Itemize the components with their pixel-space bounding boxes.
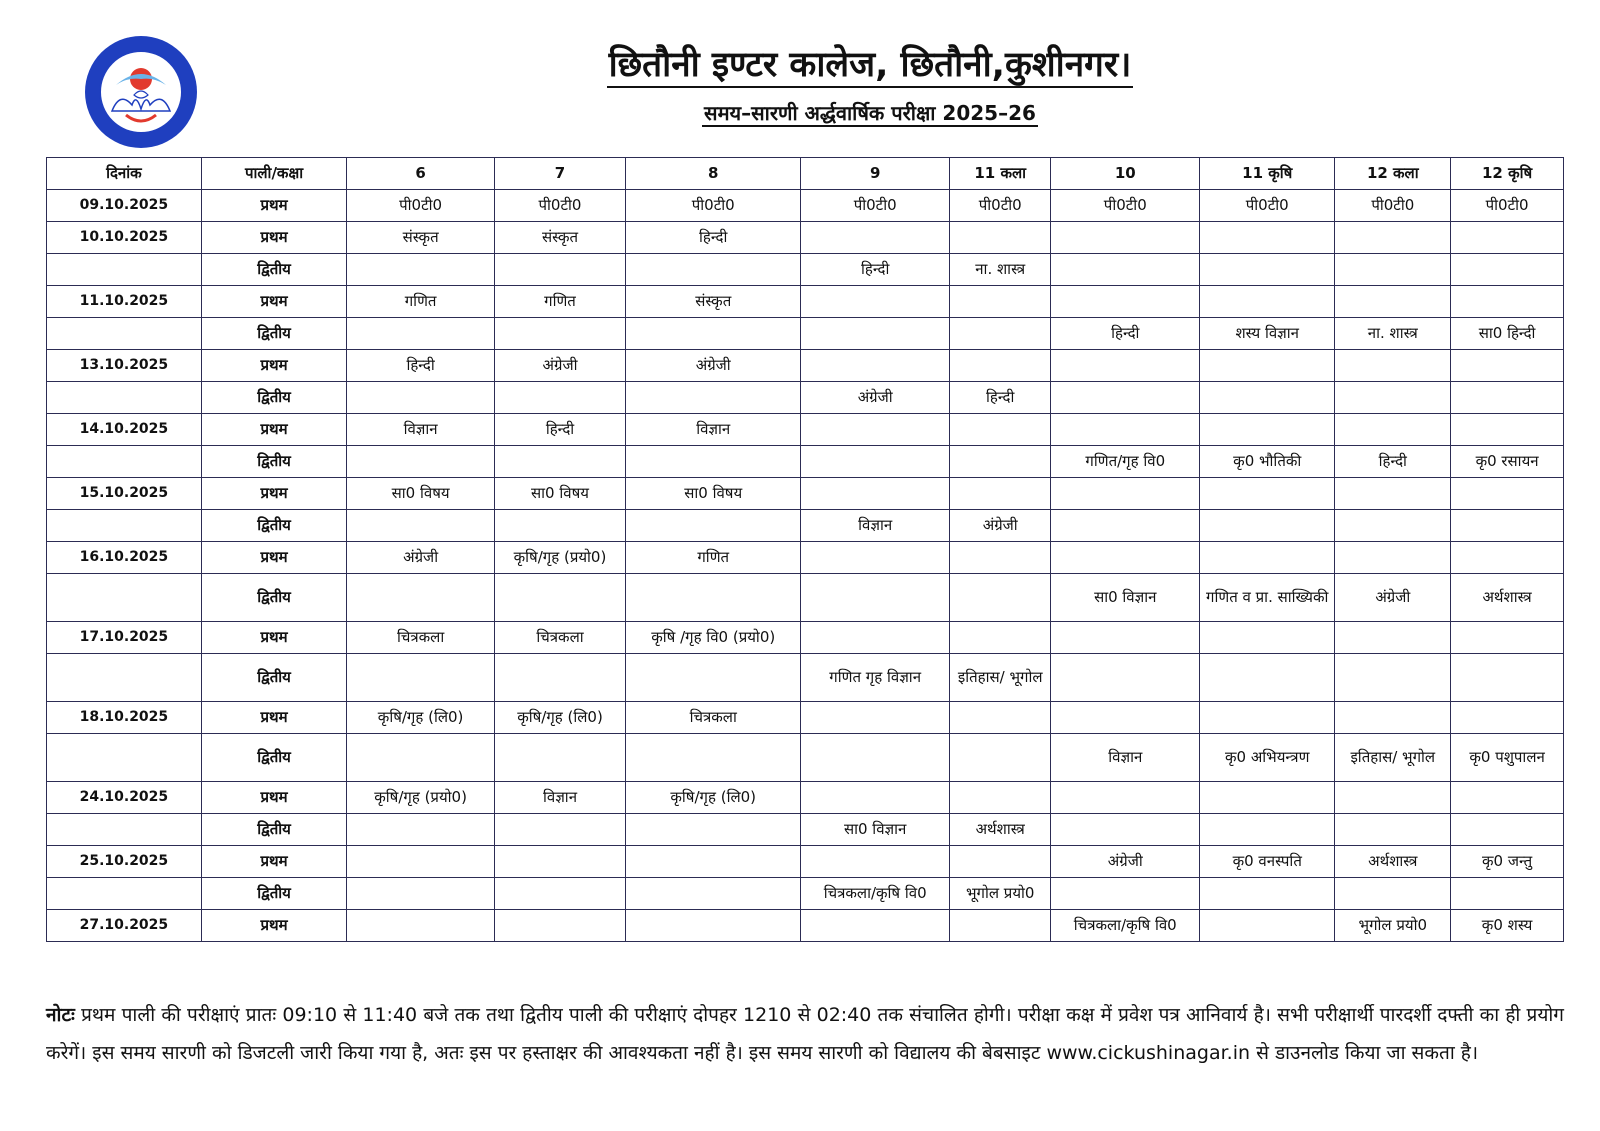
subject-cell: चित्रकला/कृषि वि0 (1051, 910, 1200, 942)
subject-cell: ना. शास्त्र (1335, 318, 1451, 350)
subject-cell (1335, 782, 1451, 814)
subject-cell: कृ0 भौतिकी (1200, 446, 1335, 478)
subject-cell (949, 350, 1050, 382)
subject-cell (494, 878, 625, 910)
subject-cell (1200, 814, 1335, 846)
subject-cell (801, 446, 950, 478)
footer-note (46, 996, 1564, 1072)
subject-cell: गणित (626, 542, 801, 574)
date-cell (47, 814, 202, 846)
subject-cell (1051, 878, 1200, 910)
subtitle-text: समय–सारणी अर्द्धवार्षिक परीक्षा 2025–26 (704, 101, 1036, 125)
subject-cell (626, 734, 801, 782)
date-cell (47, 734, 202, 782)
subject-cell: भूगोल प्रयो0 (949, 878, 1050, 910)
subject-cell: सा0 विज्ञान (801, 814, 950, 846)
subject-cell (1335, 542, 1451, 574)
subject-cell (1335, 654, 1451, 702)
subject-cell (1200, 510, 1335, 542)
subject-cell: अर्थशास्त्र (1451, 574, 1564, 622)
subject-cell (1200, 286, 1335, 318)
subject-cell (949, 702, 1050, 734)
shift-cell: प्रथम (201, 350, 347, 382)
table-row (47, 382, 1564, 414)
shift-cell: द्वितीय (201, 446, 347, 478)
page-title (420, 42, 1320, 88)
subject-cell: विज्ञान (801, 510, 950, 542)
subject-cell: पी0टी0 (347, 190, 495, 222)
subject-cell (1335, 350, 1451, 382)
shift-cell: द्वितीय (201, 510, 347, 542)
shift-cell: प्रथम (201, 222, 347, 254)
date-cell: 10.10.2025 (47, 222, 202, 254)
date-cell (47, 878, 202, 910)
subject-cell: चित्रकला (494, 622, 625, 654)
subject-cell (1451, 878, 1564, 910)
table-header-row (47, 158, 1564, 190)
subject-cell: हिन्दी (801, 254, 950, 286)
subject-cell (1451, 510, 1564, 542)
subject-cell: अंग्रेजी (1051, 846, 1200, 878)
subject-cell (494, 814, 625, 846)
subject-cell (1051, 542, 1200, 574)
subject-cell (626, 574, 801, 622)
subject-cell (801, 286, 950, 318)
subject-cell (801, 478, 950, 510)
subject-cell: इतिहास/ भूगोल (1335, 734, 1451, 782)
date-cell (47, 382, 202, 414)
subject-cell (1200, 622, 1335, 654)
subject-cell (1200, 254, 1335, 286)
shift-cell: प्रथम (201, 542, 347, 574)
subject-cell (1451, 254, 1564, 286)
subject-cell: कृषि/गृह (प्रयो0) (494, 542, 625, 574)
subject-cell (1051, 654, 1200, 702)
date-cell (47, 254, 202, 286)
subject-cell (1335, 382, 1451, 414)
subject-cell: पी0टी0 (494, 190, 625, 222)
subject-cell: विज्ञान (494, 782, 625, 814)
subject-cell: गणित व प्रा. साख्यिकी (1200, 574, 1335, 622)
subject-cell (1200, 478, 1335, 510)
table-row (47, 190, 1564, 222)
subject-cell (494, 318, 625, 350)
shift-cell: प्रथम (201, 190, 347, 222)
subject-cell (1051, 414, 1200, 446)
timetable (46, 157, 1564, 942)
subject-cell (626, 814, 801, 846)
subject-cell (1200, 222, 1335, 254)
shift-cell: द्वितीय (201, 318, 347, 350)
subject-cell (1451, 542, 1564, 574)
subject-cell: कृषि /गृह वि0 (प्रयो0) (626, 622, 801, 654)
date-cell (47, 318, 202, 350)
subject-cell (1451, 478, 1564, 510)
subject-cell (1051, 286, 1200, 318)
subject-cell: इतिहास/ भूगोल (949, 654, 1050, 702)
subject-cell: शस्य विज्ञान (1200, 318, 1335, 350)
subject-cell: सा0 विषय (347, 478, 495, 510)
shift-cell: प्रथम (201, 846, 347, 878)
subject-cell: गणित (494, 286, 625, 318)
subject-cell (626, 510, 801, 542)
subject-cell (347, 446, 495, 478)
subject-cell (801, 318, 950, 350)
subject-cell: विज्ञान (626, 414, 801, 446)
subject-cell: अंग्रेजी (1335, 574, 1451, 622)
subject-cell (626, 878, 801, 910)
column-header: 6 (347, 158, 495, 190)
table-row (47, 910, 1564, 942)
subject-cell: कृषि/गृह (प्रयो0) (347, 782, 495, 814)
subject-cell (347, 910, 495, 942)
subject-cell (949, 478, 1050, 510)
subject-cell: अर्थशास्त्र (1335, 846, 1451, 878)
subject-cell (801, 734, 950, 782)
date-cell (47, 654, 202, 702)
subject-cell (347, 878, 495, 910)
shift-cell: प्रथम (201, 622, 347, 654)
shift-cell: द्वितीय (201, 814, 347, 846)
shift-cell: द्वितीय (201, 382, 347, 414)
table-row (47, 222, 1564, 254)
subject-cell (801, 222, 950, 254)
subject-cell (1051, 478, 1200, 510)
subject-cell (494, 654, 625, 702)
subject-cell (1200, 702, 1335, 734)
subject-cell (494, 510, 625, 542)
subject-cell: चित्रकला/कृषि वि0 (801, 878, 950, 910)
subject-cell (1451, 382, 1564, 414)
subject-cell (801, 846, 950, 878)
table-row (47, 286, 1564, 318)
subject-cell (626, 254, 801, 286)
subject-cell: पी0टी0 (1451, 190, 1564, 222)
shift-cell: द्वितीय (201, 734, 347, 782)
subject-cell (494, 574, 625, 622)
shift-cell: प्रथम (201, 286, 347, 318)
subject-cell (949, 782, 1050, 814)
column-header: 11 कला (949, 158, 1050, 190)
date-cell: 17.10.2025 (47, 622, 202, 654)
subject-cell (347, 814, 495, 846)
subject-cell: विज्ञान (1051, 734, 1200, 782)
subject-cell (1051, 254, 1200, 286)
subject-cell (1335, 478, 1451, 510)
subject-cell (1451, 222, 1564, 254)
subject-cell (801, 414, 950, 446)
subject-cell (1200, 782, 1335, 814)
table-row (47, 478, 1564, 510)
shift-cell: द्वितीय (201, 878, 347, 910)
subject-cell: संस्कृत (626, 286, 801, 318)
date-cell (47, 574, 202, 622)
subject-cell (949, 910, 1050, 942)
table-row (47, 734, 1564, 782)
subject-cell (347, 254, 495, 286)
subject-cell: कृ0 पशुपालन (1451, 734, 1564, 782)
table-row (47, 510, 1564, 542)
subject-cell: कृ0 वनस्पति (1200, 846, 1335, 878)
subject-cell (494, 254, 625, 286)
subject-cell: अंग्रेजी (347, 542, 495, 574)
subject-cell (494, 446, 625, 478)
subject-cell: कृषि/गृह (लि0) (626, 782, 801, 814)
subject-cell (1051, 622, 1200, 654)
subject-cell: कृषि/गृह (लि0) (347, 702, 495, 734)
subject-cell (347, 846, 495, 878)
table-row (47, 574, 1564, 622)
subject-cell (1335, 878, 1451, 910)
shift-cell: प्रथम (201, 478, 347, 510)
subject-cell (1335, 286, 1451, 318)
shift-cell: प्रथम (201, 414, 347, 446)
shift-cell: द्वितीय (201, 574, 347, 622)
subject-cell: हिन्दी (626, 222, 801, 254)
column-header: 10 (1051, 158, 1200, 190)
subject-cell: कृ0 जन्तु (1451, 846, 1564, 878)
table-row (47, 782, 1564, 814)
date-cell: 15.10.2025 (47, 478, 202, 510)
subject-cell: गणित (347, 286, 495, 318)
subject-cell (626, 382, 801, 414)
subject-cell (949, 622, 1050, 654)
subject-cell (801, 574, 950, 622)
subject-cell (1200, 654, 1335, 702)
subject-cell (1051, 782, 1200, 814)
subject-cell (801, 622, 950, 654)
subject-cell: गणित गृह विज्ञान (801, 654, 950, 702)
subject-cell: कृ0 शस्य (1451, 910, 1564, 942)
subject-cell (1051, 510, 1200, 542)
subject-cell (1200, 414, 1335, 446)
subject-cell: पी0टी0 (1335, 190, 1451, 222)
subject-cell (347, 318, 495, 350)
subject-cell (949, 222, 1050, 254)
subject-cell (949, 846, 1050, 878)
subject-cell (1335, 254, 1451, 286)
date-cell (47, 510, 202, 542)
shift-cell: द्वितीय (201, 254, 347, 286)
column-header: 7 (494, 158, 625, 190)
subject-cell (1051, 382, 1200, 414)
subject-cell (949, 414, 1050, 446)
subject-cell: सा0 हिन्दी (1451, 318, 1564, 350)
subject-cell: हिन्दी (1051, 318, 1200, 350)
subject-cell: कृ0 अभियन्त्रण (1200, 734, 1335, 782)
subject-cell: अर्थशास्त्र (949, 814, 1050, 846)
subject-cell (801, 350, 950, 382)
table-row (47, 350, 1564, 382)
subject-cell (801, 910, 950, 942)
subject-cell: पी0टी0 (949, 190, 1050, 222)
date-cell: 24.10.2025 (47, 782, 202, 814)
school-logo (82, 33, 200, 151)
subject-cell: सा0 विषय (494, 478, 625, 510)
subject-cell (626, 654, 801, 702)
column-header: 9 (801, 158, 950, 190)
subject-cell (801, 542, 950, 574)
column-header: 12 कला (1335, 158, 1451, 190)
subject-cell (347, 510, 495, 542)
subject-cell: कृ0 रसायन (1451, 446, 1564, 478)
subject-cell (1051, 702, 1200, 734)
subject-cell: विज्ञान (347, 414, 495, 446)
subject-cell: हिन्दी (494, 414, 625, 446)
subject-cell (347, 382, 495, 414)
subject-cell (949, 574, 1050, 622)
subject-cell (949, 446, 1050, 478)
date-cell: 18.10.2025 (47, 702, 202, 734)
table-row (47, 622, 1564, 654)
subject-cell (801, 702, 950, 734)
note-text: प्रथम पाली की परीक्षाएं प्रातः 09:10 से 11:40 बजे तक तथा द्वितीय पाली की परीक्षाएं दोपहर 1210 से 02:40 तक संचालित होगी। परीक्षा कक्ष में प्रवेश पत्र आनिवार्य है। सभी परीक्षार्थी पारदर्शी दफ्ती का ही प्रयोग करेगें। इस समय सारणी को डिजटली जारी किया गया है, अतः इस पर हस्ताक्षर की आवश्यकता नहीं है। इस समय सारणी को विद्यालय की बेबसाइट www.cickushinagar.in से डाउनलोड किया जा सकता है। (46, 1004, 1564, 1064)
date-cell (47, 446, 202, 478)
table-row (47, 654, 1564, 702)
column-header: दिनांक (47, 158, 202, 190)
subject-cell (347, 654, 495, 702)
shift-cell: प्रथम (201, 782, 347, 814)
subject-cell (1335, 702, 1451, 734)
subject-cell (1200, 350, 1335, 382)
subject-cell (1335, 414, 1451, 446)
subject-cell (347, 574, 495, 622)
subject-cell: पी0टी0 (801, 190, 950, 222)
subject-cell: हिन्दी (949, 382, 1050, 414)
subject-cell (1451, 414, 1564, 446)
table-row (47, 414, 1564, 446)
subject-cell (626, 318, 801, 350)
subject-cell (1051, 350, 1200, 382)
table-row (47, 254, 1564, 286)
subject-cell: गणित/गृह वि0 (1051, 446, 1200, 478)
date-cell: 16.10.2025 (47, 542, 202, 574)
subject-cell (1200, 878, 1335, 910)
subject-cell: हिन्दी (1335, 446, 1451, 478)
subject-cell: संस्कृत (347, 222, 495, 254)
shift-cell: प्रथम (201, 910, 347, 942)
subject-cell (1051, 222, 1200, 254)
subject-cell (1451, 654, 1564, 702)
subject-cell: अंग्रेजी (801, 382, 950, 414)
date-cell: 09.10.2025 (47, 190, 202, 222)
subject-cell: ना. शास्त्र (949, 254, 1050, 286)
date-cell: 13.10.2025 (47, 350, 202, 382)
table-row (47, 446, 1564, 478)
subject-cell (626, 910, 801, 942)
title-text: छितौनी इण्टर कालेज, छितौनी,कुशीनगर। (607, 45, 1134, 88)
table-row (47, 878, 1564, 910)
subject-cell (494, 846, 625, 878)
table-row (47, 702, 1564, 734)
subject-cell (949, 286, 1050, 318)
subject-cell: पी0टी0 (1051, 190, 1200, 222)
table-row (47, 846, 1564, 878)
page-subtitle (420, 99, 1320, 127)
table-row (47, 542, 1564, 574)
note-label: नोटः (46, 1004, 75, 1026)
subject-cell: सा0 विषय (626, 478, 801, 510)
subject-cell (494, 734, 625, 782)
subject-cell (1200, 382, 1335, 414)
subject-cell: पी0टी0 (1200, 190, 1335, 222)
table-row (47, 814, 1564, 846)
subject-cell (1451, 286, 1564, 318)
subject-cell (494, 910, 625, 942)
date-cell: 25.10.2025 (47, 846, 202, 878)
subject-cell (1200, 542, 1335, 574)
subject-cell (949, 542, 1050, 574)
subject-cell (626, 846, 801, 878)
date-cell: 11.10.2025 (47, 286, 202, 318)
subject-cell: चित्रकला (626, 702, 801, 734)
subject-cell: सा0 विज्ञान (1051, 574, 1200, 622)
subject-cell (1335, 222, 1451, 254)
subject-cell (1451, 622, 1564, 654)
column-header: पाली/कक्षा (201, 158, 347, 190)
table-row (47, 318, 1564, 350)
subject-cell (494, 382, 625, 414)
column-header: 11 कृषि (1200, 158, 1335, 190)
subject-cell (949, 734, 1050, 782)
subject-cell (1335, 814, 1451, 846)
date-cell: 27.10.2025 (47, 910, 202, 942)
subject-cell (347, 734, 495, 782)
subject-cell (1051, 814, 1200, 846)
column-header: 8 (626, 158, 801, 190)
subject-cell: अंग्रेजी (494, 350, 625, 382)
subject-cell (1451, 782, 1564, 814)
subject-cell (1451, 702, 1564, 734)
subject-cell: अंग्रेजी (949, 510, 1050, 542)
subject-cell: भूगोल प्रयो0 (1335, 910, 1451, 942)
subject-cell (1200, 910, 1335, 942)
subject-cell (949, 318, 1050, 350)
subject-cell: चित्रकला (347, 622, 495, 654)
subject-cell: पी0टी0 (626, 190, 801, 222)
subject-cell (1451, 350, 1564, 382)
subject-cell (1451, 814, 1564, 846)
subject-cell (626, 446, 801, 478)
column-header: 12 कृषि (1451, 158, 1564, 190)
subject-cell (1335, 622, 1451, 654)
subject-cell: कृषि/गृह (लि0) (494, 702, 625, 734)
subject-cell: हिन्दी (347, 350, 495, 382)
date-cell: 14.10.2025 (47, 414, 202, 446)
shift-cell: द्वितीय (201, 654, 347, 702)
subject-cell (1335, 510, 1451, 542)
shift-cell: प्रथम (201, 702, 347, 734)
subject-cell: अंग्रेजी (626, 350, 801, 382)
subject-cell (801, 782, 950, 814)
subject-cell: संस्कृत (494, 222, 625, 254)
